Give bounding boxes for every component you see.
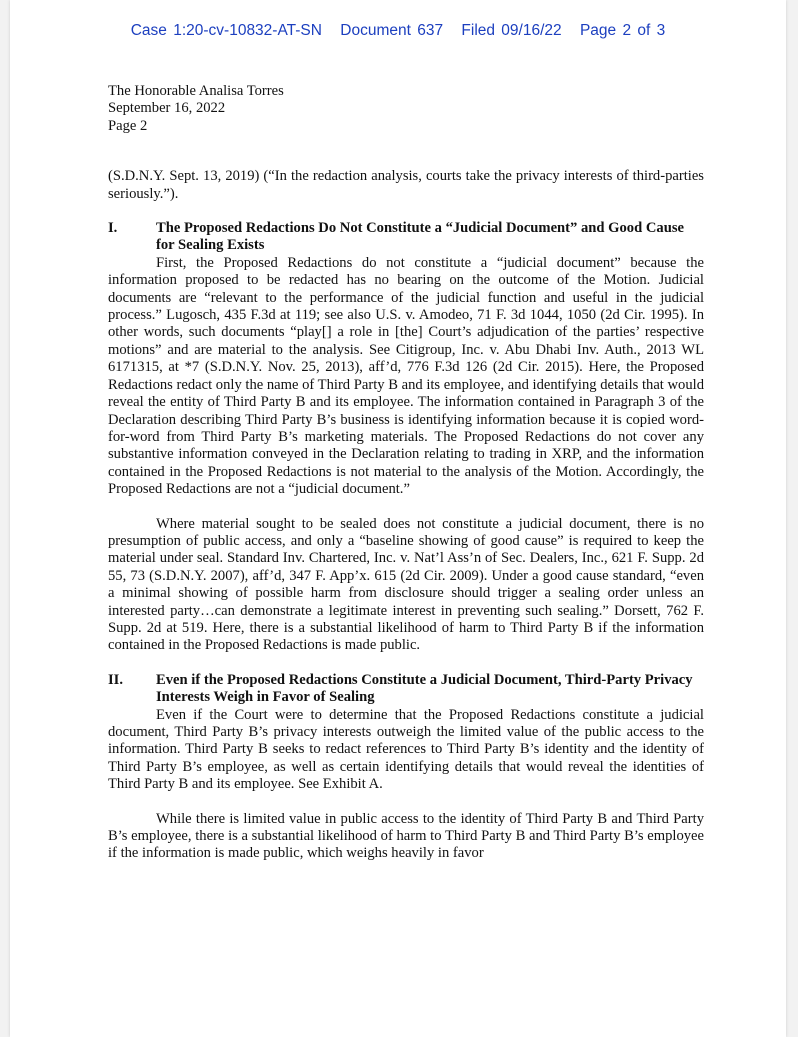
page-count: Page 2 of 3 <box>579 22 666 39</box>
section-title: The Proposed Redactions Do Not Constitute a “Judicial Document” and Good Cause for Sealing Exists <box>156 220 684 254</box>
section-title: Even if the Proposed Redactions Constitute a Judicial Document, Third-Party Privacy Interests Weigh in Favor of Sealing <box>156 671 693 706</box>
section-number: I. <box>108 220 118 237</box>
paragraph: Even if the Court were to determine that the Proposed Redactions constitute a judicial document, Third Party B’s privacy interests outweigh the limited value of the public access to the information. Third Party B seeks to redact references to Third Party B’s identity and the identity of Third Party B’s employee, as well as certain identifying details that would reveal the identities of Third Party B and its employee. See Exhibit A. <box>108 706 704 793</box>
opening-paragraph: (S.D.N.Y. Sept. 13, 2019) (“In the redaction analysis, courts take the privacy interests of third-parties seriously.”). <box>108 168 704 202</box>
document-page <box>10 0 786 1037</box>
section-heading-1 <box>108 220 704 255</box>
document-number: Document 637 <box>340 22 444 39</box>
case-number: Case 1:20-cv-10832-AT-SN <box>130 22 322 39</box>
filed-date: Filed 09/16/22 <box>461 22 562 39</box>
letterhead <box>108 83 704 135</box>
paragraph: While there is limited value in public access to the identity of Third Party B and Third Party B’s employee, there is a substantial likelihood of harm to Third Party B and Third Party B’s employee if the information is made public, which weighs heavily in favor <box>108 810 704 862</box>
letter-page: Page 2 <box>108 117 148 134</box>
letter-date: September 16, 2022 <box>108 100 226 117</box>
section-number: II. <box>108 671 124 688</box>
paragraph: Where material sought to be sealed does not constitute a judicial document, there is no presumption of public access, and only a “baseline showing of good cause” is required to keep the material under seal. Standard Inv. Chartered, Inc. v. Nat’l Ass’n of Sec. Dealers, Inc., 621 F. Supp. 2d 55, 73 (S.D.N.Y. 2007), aff’d, 347 F. App’x. 615 (2d Cir. 2009). Under a good cause standard, “even a minimal showing of possible harm from disclosure should trigger a sealing order unless an interested party…can demonstrate a legitimate interest in preventing such sealing.” Dorsett, 762 F. Supp. 2d at 519. Here, there is a substantial likelihood of harm to Third Party B if the information contained in the Proposed Redactions is made public. <box>108 515 704 654</box>
addressee: The Honorable Analisa Torres <box>108 83 284 99</box>
ecf-header <box>10 22 786 40</box>
paragraph: First, the Proposed Redactions do not constitute a “judicial document” because the information proposed to be redacted has no bearing on the outcome of the Motion. Judicial documents are “relevant to the performance of the judicial function and useful in the judicial process.” Lugosch, 435 F.3d at 119; see also U.S. v. Amodeo, 71 F. 3d 1044, 1050 (2d Cir. 1995). In other words, such documents “play[] a role in [the] Court’s adjudication of the parties’ respective motions” and are material to the analysis. See Citigroup, Inc. v. Abu Dhabi Inv. Auth., 2013 WL 6171315, at *7 (S.D.N.Y. Nov. 25, 2013), aff’d, 776 F.3d 126 (2d Cir. 2015). Here, the Proposed Redactions redact only the name of Third Party B and its employee, and identifying details that would reveal the entity of Third Party B and its employee. The information contained in Paragraph 3 of the Declaration describing Third Party B’s business is identifying information because it is copied word-for-word from Third Party B’s marketing materials. The Proposed Redactions do not cover any substantive information conveyed in the Declaration relating to trading in XRP, and the information contained in the Proposed Redactions is not material to the analysis of the Motion. Accordingly, the Proposed Redactions are not a “judicial document.” <box>108 254 704 498</box>
letter-body <box>108 83 704 863</box>
section-heading-2 <box>108 672 704 707</box>
